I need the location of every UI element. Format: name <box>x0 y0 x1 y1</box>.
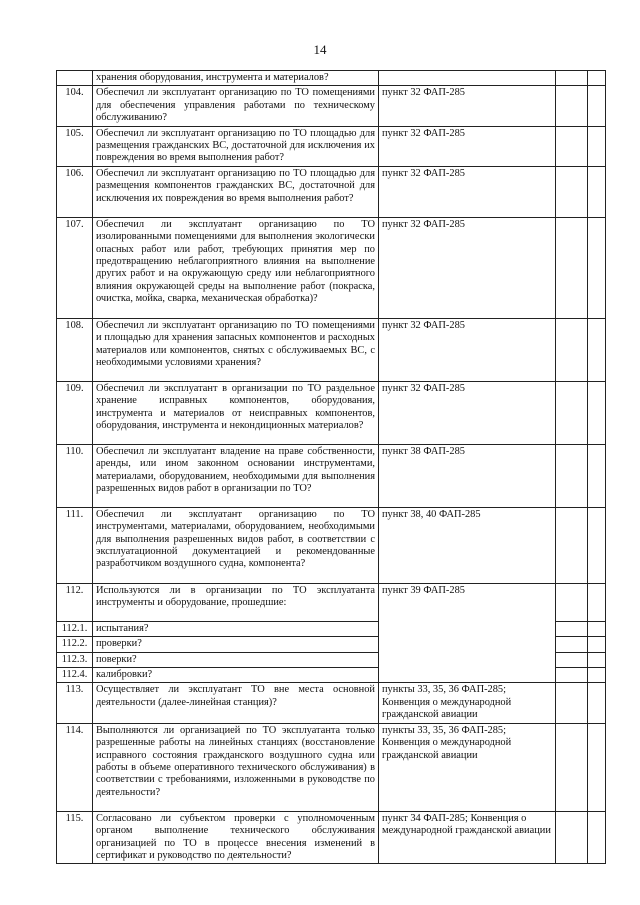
answer-cell <box>556 811 588 864</box>
note-cell <box>588 652 606 667</box>
answer-cell <box>556 318 588 381</box>
note-cell <box>588 318 606 381</box>
item-reference: пункт 32 ФАП-285 <box>379 126 556 166</box>
item-question: Согласовано ли субъектом проверки с уполномоченным органом выполнение технического обслуживания организацией по ТО в процессе внесения изменений в сертификат и руководство по деятельности? <box>93 811 379 864</box>
note-cell <box>588 71 606 86</box>
item-number: 106. <box>57 166 93 217</box>
note-cell <box>588 811 606 864</box>
note-cell <box>588 86 606 126</box>
table-row <box>57 444 606 507</box>
table-row <box>57 71 606 86</box>
item-reference: пункт 32 ФАП-285 <box>379 318 556 381</box>
item-reference: пункт 32 ФАП-285 <box>379 86 556 126</box>
answer-cell <box>556 621 588 636</box>
item-question: Обеспечил ли эксплуатант организацию по ТО помещениями и площадью для хранения запасных компонентов и расходных материалов или компонентов, снятых с обслуживаемых ВС, с необходимыми условиями хранения? <box>93 318 379 381</box>
item-number: 112.4. <box>57 668 93 683</box>
table-row <box>57 583 606 621</box>
item-number: 104. <box>57 86 93 126</box>
item-reference: пункт 32 ФАП-285 <box>379 381 556 444</box>
answer-cell <box>556 217 588 318</box>
item-reference: пункт 39 ФАП-285 <box>379 583 556 683</box>
item-question: Осуществляет ли эксплуатант ТО вне места основной деятельности (далее-линейная станция)? <box>93 683 379 723</box>
note-cell <box>588 444 606 507</box>
item-reference: пункт 38 ФАП-285 <box>379 444 556 507</box>
item-number: 112.2. <box>57 637 93 652</box>
item-reference: пункт 32 ФАП-285 <box>379 166 556 217</box>
item-number: 112.3. <box>57 652 93 667</box>
item-question: поверки? <box>93 652 379 667</box>
table-row <box>57 126 606 166</box>
item-question: Обеспечил ли эксплуатант организацию по ТО площадью для размещения компонентов гражданских ВС, достаточной для исключения их повреждения во время выполнения работ? <box>93 166 379 217</box>
answer-cell <box>556 583 588 621</box>
table-row <box>57 381 606 444</box>
item-number: 115. <box>57 811 93 864</box>
item-number: 112. <box>57 583 93 621</box>
item-number: 107. <box>57 217 93 318</box>
item-question: Обеспечил ли эксплуатант организацию по ТО площадью для размещения гражданских ВС, достаточной для исключения их повреждения во время выполнения работ? <box>93 126 379 166</box>
table-row <box>57 166 606 217</box>
table-row <box>57 86 606 126</box>
item-number: 112.1. <box>57 621 93 636</box>
item-number: 113. <box>57 683 93 723</box>
answer-cell <box>556 507 588 583</box>
note-cell <box>588 668 606 683</box>
answer-cell <box>556 126 588 166</box>
item-number <box>57 71 93 86</box>
note-cell <box>588 166 606 217</box>
item-question: Обеспечил ли эксплуатант владение на праве собственности, аренды, или ином законном основании инструментами, материалами, оборудованием, необходимыми для выполнения разрешенных видов работ в организации по ТО? <box>93 444 379 507</box>
note-cell <box>588 381 606 444</box>
answer-cell <box>556 652 588 667</box>
item-reference: пункт 38, 40 ФАП-285 <box>379 507 556 583</box>
item-reference: пункт 32 ФАП-285 <box>379 217 556 318</box>
item-reference <box>379 71 556 86</box>
answer-cell <box>556 723 588 811</box>
note-cell <box>588 683 606 723</box>
item-reference: пункт 34 ФАП-285; Конвенция о международной гражданской авиации <box>379 811 556 864</box>
item-question: калибровки? <box>93 668 379 683</box>
answer-cell <box>556 71 588 86</box>
note-cell <box>588 217 606 318</box>
item-question: проверки? <box>93 637 379 652</box>
checklist-table <box>56 70 606 864</box>
note-cell <box>588 507 606 583</box>
item-reference: пункты 33, 35, 36 ФАП-285; Конвенция о международной гражданской авиации <box>379 683 556 723</box>
table-row <box>57 318 606 381</box>
table-row <box>57 217 606 318</box>
note-cell <box>588 126 606 166</box>
answer-cell <box>556 444 588 507</box>
answer-cell <box>556 86 588 126</box>
answer-cell <box>556 668 588 683</box>
table-row <box>57 507 606 583</box>
item-question: Обеспечил ли эксплуатант организацию по ТО инструментами, материалами, оборудованием, необходимыми для выполнения разрешенных видов работ, в соответствии с эксплуатационной документацией и рекомендованные разработчиком воздушного судна, компонента? <box>93 507 379 583</box>
item-question: Выполняются ли организацией по ТО эксплуатанта только разрешенные работы на линейных станциях (восстановление исправного состояния гражданского воздушного судна или работы в объеме оперативного технического обслуживания) в соответствии с требованиями, изложенными в руководстве по деятельности? <box>93 723 379 811</box>
item-number: 110. <box>57 444 93 507</box>
item-question: Обеспечил ли эксплуатант организацию по ТО помещениями для обеспечения управления работами по техническому обслуживанию? <box>93 86 379 126</box>
note-cell <box>588 583 606 621</box>
item-question: Обеспечил ли эксплуатант в организации по ТО раздельное хранение исправных компонентов, оборудования, инструмента и материалов от неисправных компонентов, оборудования, инструмента и некондиционных материалов? <box>93 381 379 444</box>
note-cell <box>588 637 606 652</box>
item-number: 109. <box>57 381 93 444</box>
item-number: 114. <box>57 723 93 811</box>
table-row <box>57 811 606 864</box>
answer-cell <box>556 683 588 723</box>
item-question: испытания? <box>93 621 379 636</box>
table-row <box>57 683 606 723</box>
item-number: 108. <box>57 318 93 381</box>
item-number: 111. <box>57 507 93 583</box>
note-cell <box>588 621 606 636</box>
answer-cell <box>556 381 588 444</box>
item-number: 105. <box>57 126 93 166</box>
page-number: 14 <box>313 42 327 57</box>
table-row <box>57 723 606 811</box>
answer-cell <box>556 166 588 217</box>
item-question: Используются ли в организации по ТО эксплуатанта инструменты и оборудование, прошедшие: <box>93 583 379 621</box>
item-reference: пункты 33, 35, 36 ФАП-285; Конвенция о международной гражданской авиации <box>379 723 556 811</box>
answer-cell <box>556 637 588 652</box>
note-cell <box>588 723 606 811</box>
item-question: Обеспечил ли эксплуатант организацию по ТО изолированными помещениями для выполнения экологически опасных работ или работ, требующих принятия мер по предотвращению неблагоприятного влияния на выполнение других работ и на окружающую среду или неблагоприятного влияния окружающей среды на выполнение работ (покраска, очистка, мойка, сварка, механическая обработка)? <box>93 217 379 318</box>
item-question: хранения оборудования, инструмента и материалов? <box>93 71 379 86</box>
